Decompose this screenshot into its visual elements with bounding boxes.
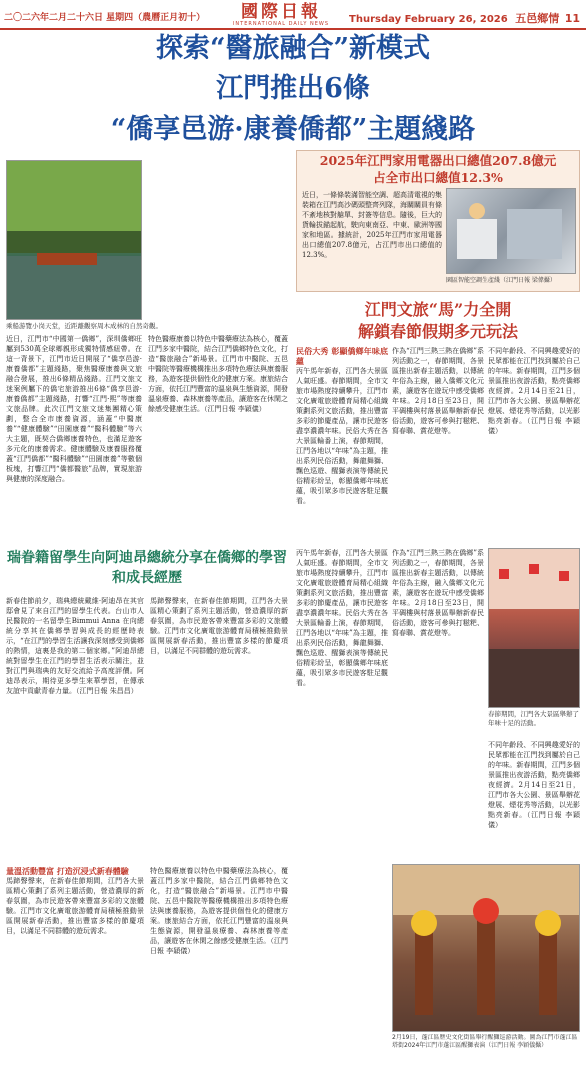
story3-col1 [6,866,144,1060]
right-story-title2: 解鎖春節假期多元玩法 [357,322,518,341]
export-box-body: 近日，一條條裝滿智能空調、超高清電視的集裝箱在江門高沙碼頭整齊列隊，海關關員有條不紊地核對艙單、封簽等信息。隨後，巨大的貨輪拔錨起航，駛向東南亞、中東、歐洲等國家和地區。據統計，2025年江門市家用電器出口總值207.8億元，占江門市出口總值的12.3%。 [302,191,442,259]
story2-col1: 新春佳節前夕，瑞典總統戴維·阿迪昂在其官邸會見了來自江門的留學生代表。台山市人民醫院的一名留學生Bimmui Anna 在向總統分享其在僑鄉學習與成長的經歷時表示，“在江門的學習生活讓我深刻感受到僑鄉的熱情，這裏是我的第二個家鄉。”阿迪昂總統對留學生在江門的學習生活表示關注，並對江門與瑞典的友好交流給予高度評價。阿迪昂表示，期待更多學生來華學習，在傳承友誼中貢獻青春力量。（江門日報 朱昌昌） [6,597,144,695]
headline-line2: 江門推出6條 [216,73,370,104]
right-story-col2: 作為“江門三熱三熱在僑鄉”系列活動之一，春節期間，各景區推出新春主題活動，以傳統年俗為主線，融入僑鄉文化元素，讓遊客在遊玩中感受僑鄉年味。2月18日至23日，開平碉樓與村落景區舉辦新春民俗活動，遊客可參與打糍粑、寫春聯、賞花燈等。 [392,347,484,435]
factory-photo-caption: 園區智能空調生產綫（江門日報 梁偉攝） [446,277,556,284]
headline-line1: 探索“醫旅融合”新模式 [155,33,431,64]
right-lower-col1: 丙午馬年新春，江門各大景區人氣旺盛。春節期間，全市文旅市場熱度持續攀升，江門市文化廣電旅遊體育局精心組織策劃系列文旅活動，推出豐富多彩的節慶產品，讓市民遊客盡享濃濃年味。民俗大秀在各大景區輪番上演，春節期間，江門各地以“年味”為主題，推出系列民俗活動，舞龍舞獅、飄色巡遊、醒獅表演等傳統民俗精彩紛呈，彰顯僑鄉年味底蘊，吸引眾多市民遊客駐足觀看。 [296,549,388,687]
right-lower-col2: 作為“江門三熱三熱在僑鄉”系列活動之一，春節期間，各景區推出新春主題活動，以傳統年俗為主線，融入僑鄉文化元素，讓遊客在遊玩中感受僑鄉年味。2月18日至23日，開平碉樓與村落景區舉辦新春民俗活動，遊客可參與打糍粑、寫春聯、賞花燈等。 [392,549,484,637]
header-date: 二〇二六年二月二十六日 星期四（農曆正月初十） [4,13,206,23]
header-divider [0,28,586,30]
article1-col2: 特色醫療康養以特色中醫藥療法為核心，覆蓋江門多家中醫院，結合江門僑鄉特色文化，打造“醫旅融合”新場景。江門市中醫院、五邑中醫院等醫療機構推出多項特色療法與康養服務，為遊客提供個性化的健康方案。康旅結合方面，依托江門豐富的溫泉與生態資源，開發溫泉療養、森林康養等產品，讓遊客在休閑之餘感受健康生活。（江門日報 李穎儀） [148,335,288,413]
logo-cn: 國際日報 [241,2,321,22]
right-story-title1: 江門文旅“馬”力全開 [364,300,512,319]
export-box-title1: 2025年江門家用電器出口總值207.8億元 [319,153,557,168]
right-story-subtitle: 民俗大秀 彰顯僑鄉年味底蘊 [296,346,388,366]
header-date-en: Thursday February 26, 2026 [349,14,508,25]
boat-photo [6,160,142,320]
boat-photo-caption: 乘船游覽小岗天堂，近距離觀察周木成林的自然奇觀。 [6,322,162,330]
logo-en: INTERNATIONAL DAILY NEWS [232,21,330,27]
story3-subtitle: 量溫活動豐富 打造沉浸式新春體驗 [6,866,129,876]
right-story-col1 [296,346,388,540]
headline-line3: “僑享邑游·康養僑都”主題綫路 [110,114,476,145]
export-box-title2: 占全市出口總值12.3% [373,170,503,185]
crowd-illustration [489,549,580,708]
story3-col2: 特色醫療康養以特色中醫藥療法為核心，覆蓋江門多家中醫院，結合江門僑鄉特色文化，打造“醫旅融合”新場景。江門市中醫院、五邑中醫院等醫療機構推出多項特色療法與康養服務，為遊客提供個性化的健康方案。康旅結合方面，依托江門豐富的溫泉與生態資源，開發溫泉療養、森林康養等產品，讓遊客在休閑之餘感受健康生活。（江門日報 李穎儀） [150,867,288,955]
header-page: 11 [564,12,580,25]
right-lower-col3: 不同年齡段、不同興趣愛好的民眾都能在江門找到屬於自己的年味。新春期間，江門多個景區推出夜游活動，點亮僑鄉夜經濟。2月14日至21日，江門市各大公園、景區舉辦花燈展、煙花秀等活動，以光影點亮新春。（江門日報 李穎儀） [488,741,580,829]
right-story-body1: 丙午馬年新春，江門各大景區人氣旺盛。春節期間，全市文旅市場熱度持續攀升，江門市文化廣電旅遊體育局精心組織策劃系列文旅活動，推出豐富多彩的節慶產品，讓市民遊客盡享濃濃年味。民俗大秀在各大景區輪番上演，春節期間，江門各地以“年味”為主題，推出系列民俗活動，舞龍舞獅、飄色巡遊、醒獅表演等傳統民俗精彩紛呈，彰顯僑鄉年味底蘊，吸引眾多市民遊客駐足觀看。 [296,367,388,505]
header-right [349,10,580,26]
article1-col1: 近日，江門市“中國第一僑鄉”，深圳僑鄉旺屬到530萬全球鄉親形成獨特情感紐帶。在這一背景下，江門市近日開展了“僑享邑游·康養僑都”主題綫路，聚焦醫療康養與文旅融合發展，推出6條精品綫路。江門文旅文迷案例屬下的僑宅旅游推出6條“僑享邑游·康養僑都”主題綫路，打響“江門·熙”等康養文旅品牌。此次江門文旅文迷集團精心策劃，整合全市康養資源，涵蓋“中醫康養”“健康體驗”“田園康養”“醫科體驗”等六大主題，既契合僑鄉康養特色，也滿足遊客多元化的康養需求。健康體驗及康養服務覆蓋“江門僑都”“醫科體驗”“田園康養”等數個板塊，打響江門“僑都醫旅”品牌，實現旅游與健康的深度融合。 [6,335,142,483]
boat-illustration [7,161,142,320]
story2-title: 瑞眷籍留學生向阿迪昂總統分享在僑鄉的學習和成長經歷 [7,550,287,586]
story3-body: 馬蹄聲聲來，在新春佳節期間，江門各大景區精心策劃了系列主題活動，營造濃厚的新春氛圍，為市民遊客帶來豐富多彩的文旅體驗。江門市文化廣電旅游體育局積極推動景區開展新春活動，推出豐富多樣的節慶項目，以滿足不同群體的遊玩需求。 [6,877,144,935]
factory-photo [446,188,576,274]
lion-dance-caption: 2月19日，蓬江區歷史文化街區舉行醒獅巡游活動。圖為江門市蓬江區塔街2024年江門市蓬江區醒獅表演（江門日報 李穎儀攝） [392,1034,578,1049]
newspaper-logo [226,3,336,27]
lion-dance-illustration [393,865,580,1032]
story2-col2 [150,596,288,858]
street-photo [488,548,580,708]
street-photo-caption: 春節期間，江門各大景區舉辦了年味十足的活動。 [488,710,579,727]
lion-dance-photo [392,864,580,1032]
factory-illustration [447,189,576,274]
header-section: 五邑鄉情 [515,12,560,25]
right-story-col3: 不同年齡段、不同興趣愛好的民眾都能在江門找到屬於自己的年味。新春期間，江門多個景區推出夜游活動，點亮僑鄉夜經濟。2月14日至21日，江門市各大公園、景區舉辦花燈展、煙花秀等活動，以光影點亮新春。（江門日報 李穎儀） [488,347,580,435]
story2-col2-text: 馬蹄聲聲來，在新春佳節期間，江門各大景區精心策劃了系列主題活動，營造濃厚的新春氛圍，為市民遊客帶來豐富多彩的文旅體驗。江門市文化廣電旅游體育局積極推動景區開展新春活動，推出豐富多樣的節慶項目，以滿足不同群體的遊玩需求。 [150,597,288,655]
